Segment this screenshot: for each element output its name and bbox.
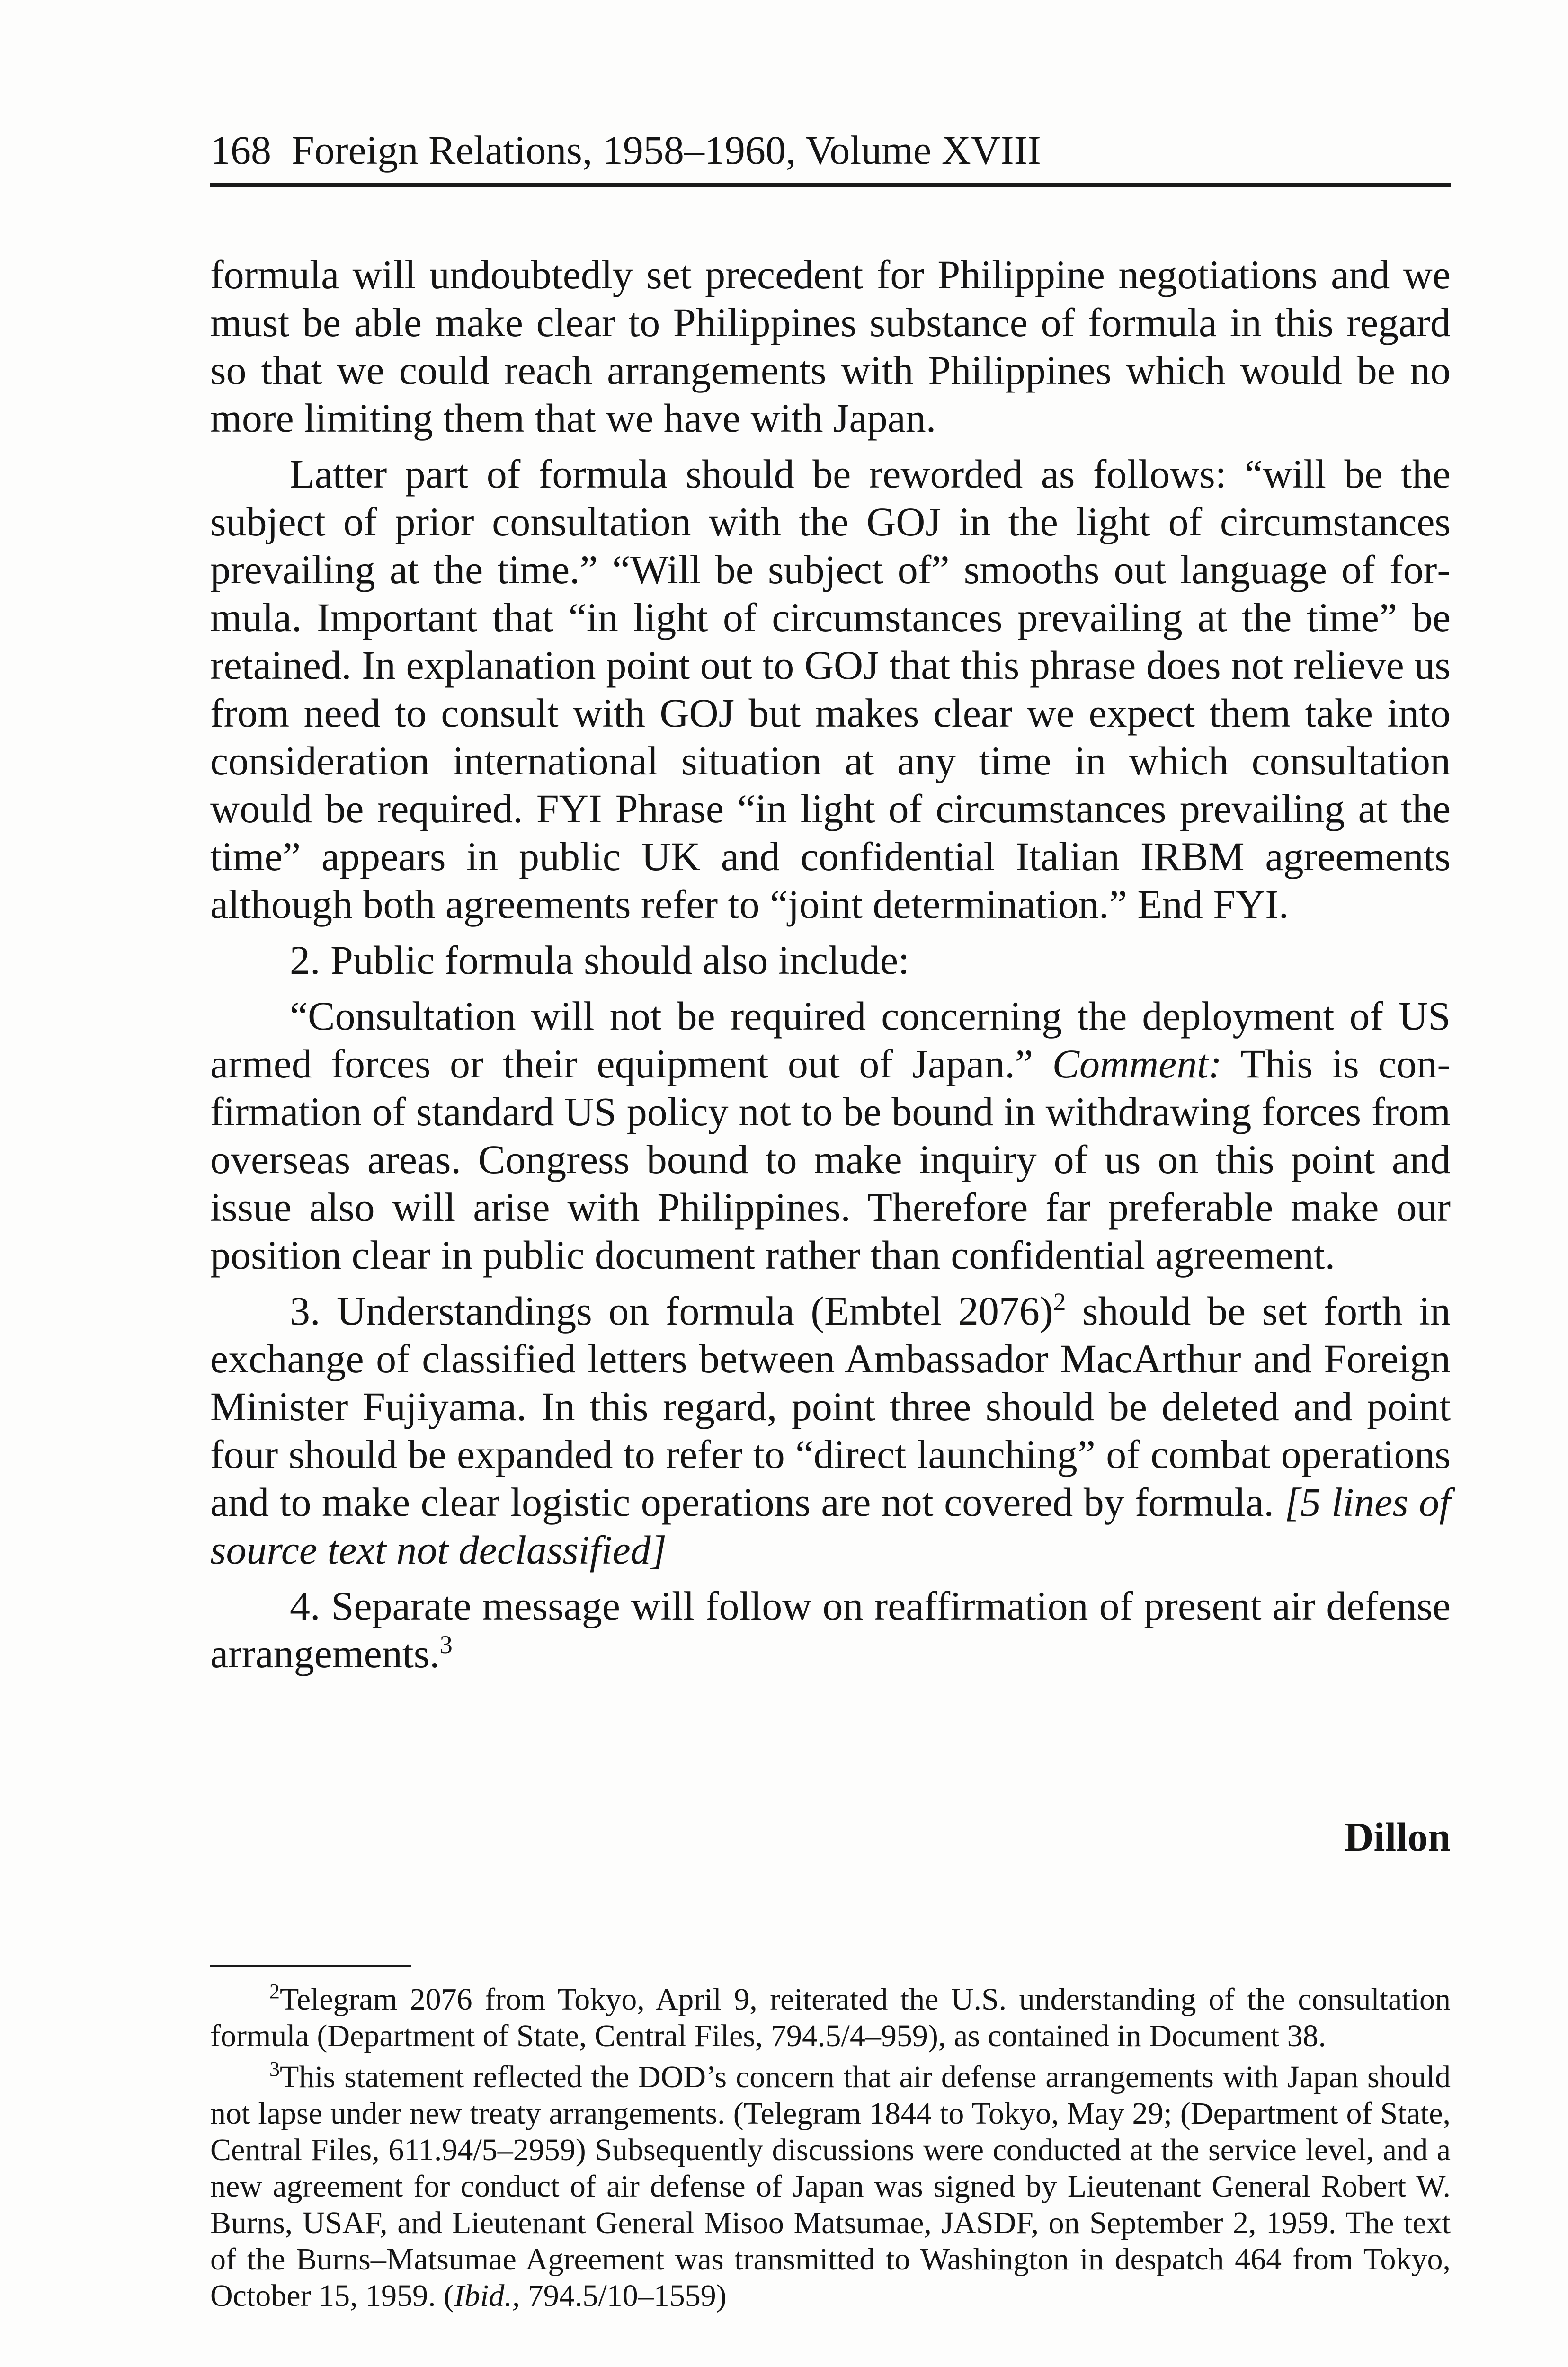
footnotes: [210, 1981, 1451, 2319]
footnote-rule: [210, 1965, 411, 1967]
paragraph-2: Latter part of formula should be reworded as follows: “will be the subject of prior consultation with the GOJ in the light of circumstances prevailing at the time.” “Will be subject of” smooths out language of formula. Important that “in light of circumstances prevailing at the time” be retained. In explanation point out to GOJ that this phrase does not relieve us from need to consult with GOJ but makes clear we expect them take into consideration international situation at any time in which consultation would be required. FYI Phrase “in light of circumstances prevailing at the time” appears in public UK and confidential Italian IRBM agreements although both agreements refer to “joint determination.” End FYI.: [210, 451, 1451, 927]
footnote-3-text: This statement reflected the DOD’s concern that air defense arrangements with Japan should not lapse under new treaty arrangements. (Telegram 1844 to Tokyo, May 29; (Department of State, Central Files, 611.94/5–2959) Subsequently discussions were conducted at the service level, and a new agreement for conduct of air defense of Japan was signed by Lieutenant General Robert W. Burns, USAF, and Lieutenant General Misoo Matsumae, JASDF, on September 2, 1959. The text of the Burns–Matsumae Agreement was transmitted to Washington in despatch 464 from Tokyo, October 15, 1959. (: [210, 2060, 1451, 2313]
running-header: [210, 124, 1451, 176]
paragraph-6: [210, 1582, 1451, 1678]
running-title: Foreign Relations, 1958–1960, Volume XVIII: [292, 127, 1041, 173]
footnote-2: [210, 1981, 1451, 2054]
comment-label: Comment:: [1052, 1041, 1222, 1086]
footnote-ref-2[interactable]: 2: [1053, 1288, 1066, 1316]
page-number: 168: [210, 127, 271, 173]
comment-text: This is confirmation of standard US policy not to be bound in withdrawing forces from overseas areas. Congress bound to make inquiry of us on this point and issue also will arise with Philippines. Therefore far preferable make our position clear in public document rather than confidential agreement.: [210, 1041, 1451, 1278]
footnote-3-end: 794.5/10–1559): [527, 2278, 727, 2313]
footnote-3-number: 3: [269, 2057, 280, 2081]
source-text-note: [5 lines of source text not declassified]: [210, 1479, 1451, 1573]
footnote-2-text: Telegram 2076 from Tokyo, April 9, reiterated the U.S. understanding of the consultation formula (Department of State, Central Files, 794.5/4–959), as contained in Document 38.: [210, 1982, 1451, 2053]
quoted-formula: “Consultation will not be required concerning the deployment of US armed forces or their equipment out of Japan.”: [210, 993, 1451, 1086]
paragraph-1: formula will undoubtedly set precedent for Philippine negotiations and we must be able make clear to Philippines substance of formula in this regard so that we could reach arrangements with Philippines which would be no more limiting them that we have with Japan.: [210, 252, 1451, 441]
paragraph-3: 2. Public formula should also include:: [290, 937, 909, 983]
footnote-3-ibid: Ibid.,: [454, 2278, 520, 2313]
paragraph-6-text: 4. Separate message will follow on reaffirmation of present air defense arrangements.: [210, 1583, 1451, 1676]
paragraph-5-text-a: 3. Understandings on formula (Embtel 2076): [290, 1288, 1053, 1334]
signature: Dillon: [1344, 1814, 1451, 1860]
footnote-ref-3[interactable]: 3: [439, 1630, 453, 1659]
footnote-3: [210, 2059, 1451, 2314]
paragraph-5: [210, 1287, 1451, 1574]
paragraph-5-text-b: should be set forth in exchange of classified letters between Ambassador MacArthur and Foreign Minister Fujiyama. In this regard, point three should be deleted and point four should be expanded to refer to “direct launching” of combat operations and to make clear logistic operations are not covered by formula.: [210, 1288, 1451, 1525]
paragraph-4: [210, 992, 1451, 1279]
header-rule: [210, 183, 1451, 187]
body-text: [210, 251, 1451, 1686]
footnote-2-number: 2: [269, 1980, 280, 2003]
